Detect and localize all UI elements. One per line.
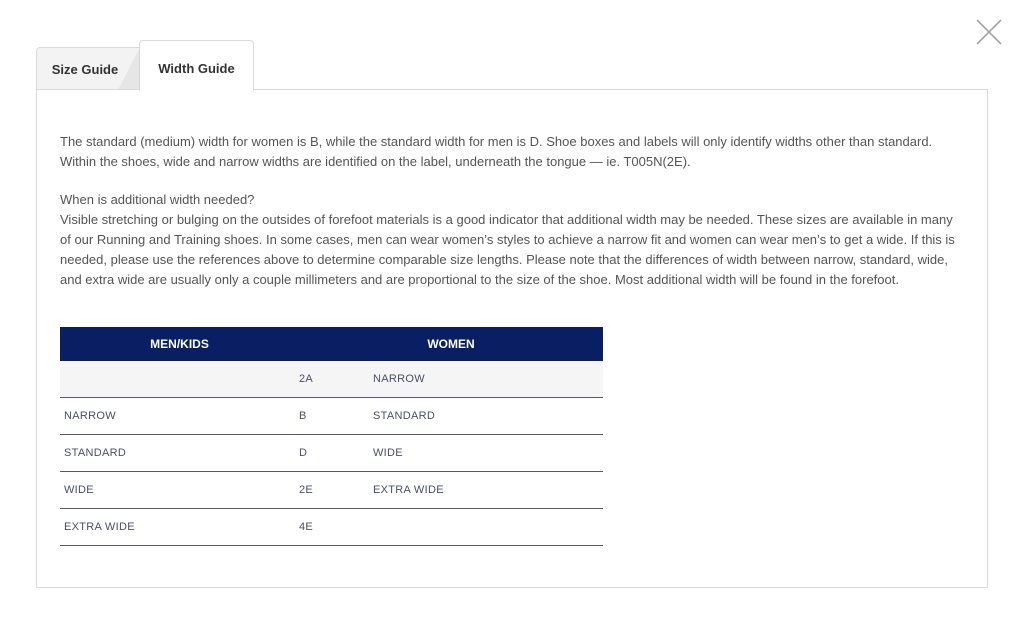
women-width-cell: STANDARD (373, 398, 603, 435)
tab-size-guide-label: Size Guide (51, 61, 119, 77)
table-row (60, 472, 603, 509)
close-button[interactable] (974, 17, 1004, 47)
tab-width-guide[interactable] (139, 40, 254, 91)
tab-width-guide-label: Width Guide (158, 61, 235, 76)
men-width-cell: WIDE (60, 472, 299, 509)
men-width-cell: NARROW (60, 398, 299, 435)
close-icon (974, 17, 1004, 47)
width-code-cell: 2A (299, 361, 373, 398)
width-code-cell: 4E (299, 509, 373, 546)
men-width-cell: EXTRA WIDE (60, 509, 299, 546)
table-header-row (60, 327, 603, 361)
width-code-cell: 2E (299, 472, 373, 509)
women-width-cell: WIDE (373, 435, 603, 472)
table-row (60, 509, 603, 546)
additional-width-question: When is additional width needed? (60, 192, 255, 207)
men-width-cell (60, 361, 299, 398)
header-spacer (299, 327, 373, 361)
width-table (60, 327, 603, 546)
women-width-cell: NARROW (373, 361, 603, 398)
intro-text: The standard (medium) width for women is B, while the standard width for men is D. Shoe boxes and labels will only identify widths other than standard. Within the shoes, wide and narrow widths are identified on the label, underneath the tongue — ie. T005N(2E). (60, 134, 933, 169)
women-width-cell (373, 509, 603, 546)
women-width-cell: EXTRA WIDE (373, 472, 603, 509)
table-row (60, 398, 603, 435)
table-row (60, 361, 603, 398)
width-code-cell: B (299, 398, 373, 435)
table-row (60, 435, 603, 472)
tab-fold-decoration (118, 47, 140, 90)
width-guide-panel (36, 89, 988, 588)
width-code-cell: D (299, 435, 373, 472)
additional-width-section (60, 190, 960, 290)
men-width-cell: STANDARD (60, 435, 299, 472)
header-women: WOMEN (373, 327, 603, 361)
header-men-kids: MEN/KIDS (60, 327, 299, 361)
intro-paragraph (60, 132, 960, 172)
additional-width-text: Visible stretching or bulging on the outsides of forefoot materials is a good indicator that additional width may be needed. These sizes are available in many of our Running and Training shoes. In some cases, men can wear women’s styles to achieve a narrow fit and women can wear men’s to get a wide. If this is needed, please use the references above to determine comparable size lengths. Please note that the differences of width between narrow, standard, wide, and extra wide are usually only a couple millimeters and are proportional to the size of the shoe. Most additional width will be found in the forefoot. (60, 212, 955, 287)
